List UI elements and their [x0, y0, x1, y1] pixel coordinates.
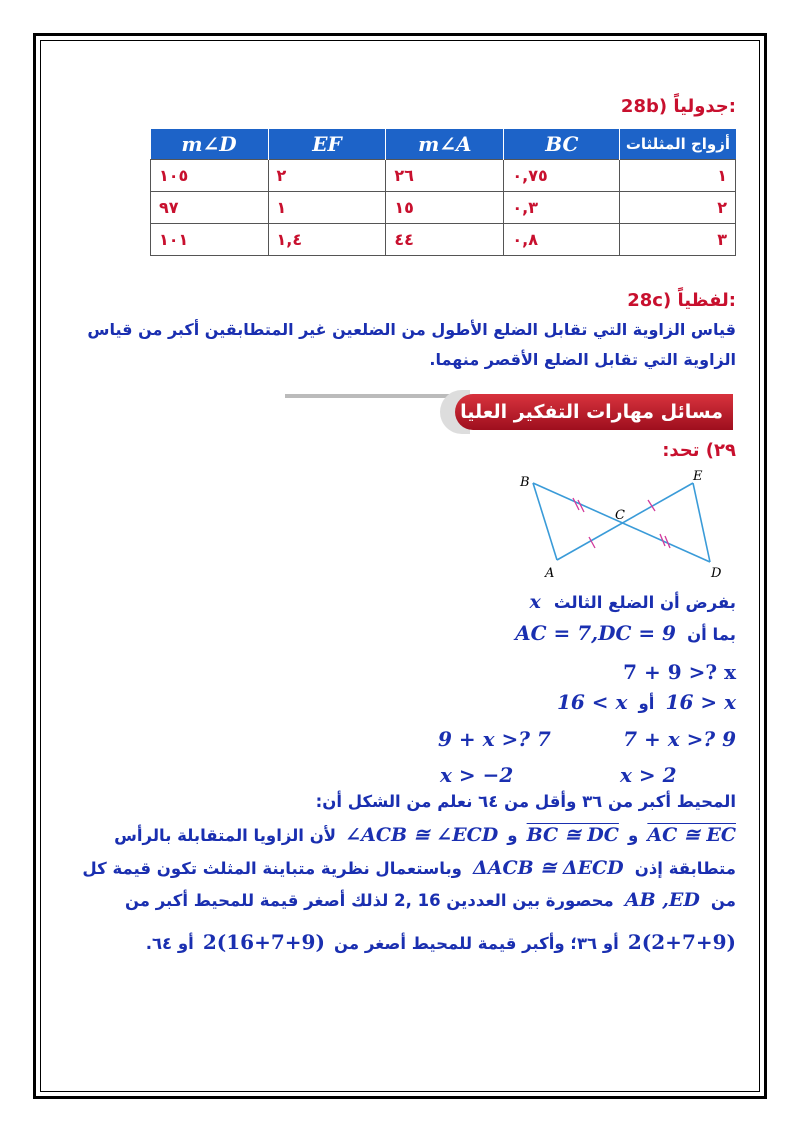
assume-text: بفرض أن الضلع الثالث — [553, 593, 736, 612]
table-header: BC — [504, 129, 620, 160]
paragraph-text: أو ٦٤. — [145, 934, 194, 953]
segment-ed — [693, 483, 710, 562]
table-header: أزواج المثلثات — [620, 129, 736, 160]
table-cell: ٢ — [268, 160, 386, 192]
or-word: أو — [638, 694, 655, 713]
table-header-row — [151, 129, 736, 160]
paragraph-line-1 — [114, 824, 736, 846]
table-cell: ١,٤ — [268, 224, 386, 256]
and-word: و — [628, 826, 639, 845]
table-cell: ١ — [268, 192, 386, 224]
inequality-1: 7 + 9 >? x — [623, 660, 736, 684]
table-cell: ١٠١ — [151, 224, 269, 256]
table-cell: ٠,٧٥ — [504, 160, 620, 192]
ac-ec-math: AC ≅ EC — [647, 824, 736, 846]
perimeter-line: المحيط أكبر من ٣٦ وأقل من ٦٤ نعلم من الشكل أن: — [315, 792, 736, 811]
triangle-congruence-math: ΔACB ≅ ΔECD — [473, 857, 624, 879]
inequality-2b: 16 > x — [665, 690, 736, 714]
paragraph-line-4 — [146, 930, 736, 954]
inequality-3-right: 7 + x >? 9 — [623, 727, 736, 751]
segment-ae — [557, 483, 693, 560]
inequality-2 — [557, 690, 736, 714]
bc-dc-math: BC ≅ DC — [526, 824, 619, 846]
vertex-label-d: D — [711, 566, 722, 581]
vertex-label-a: A — [545, 566, 555, 581]
inequality-4-left: x > −2 — [440, 763, 514, 787]
table-header: m∠A — [386, 129, 504, 160]
given-math: AC = 7,DC = 9 — [515, 621, 676, 645]
paragraph-text: محصورة بين العددين 16 ,2 لذلك أصغر قيمة للمحيط أكبر من — [124, 891, 614, 910]
q28b-label: 28b) جدولياً: — [620, 96, 736, 117]
q29-label: ٢٩) تحد: — [662, 440, 736, 461]
table-cell: ١٠٥ — [151, 160, 269, 192]
given-line — [515, 621, 736, 645]
table-row — [151, 160, 736, 192]
min-perimeter-math: 2(2+7+9) — [627, 930, 736, 954]
q28c-label: 28c) لفظياً: — [627, 290, 736, 311]
assume-line — [530, 591, 737, 613]
hots-banner: مسائل مهارات التفكير العليا — [455, 394, 733, 430]
table-cell: ٢٦ — [386, 160, 504, 192]
paragraph-text: من — [710, 891, 736, 910]
triangle-pairs-table — [150, 129, 736, 256]
angle-congruence-math: ∠ACB ≅ ∠ECD — [345, 824, 499, 846]
paragraph-text: متطابقة إذن — [634, 859, 736, 878]
table-cell: ٠,٨ — [504, 224, 620, 256]
vertex-label-c: C — [615, 508, 625, 523]
q28c-line-2: الزاوية التي تقابل الضلع الأقصر منهما. — [429, 350, 736, 369]
q28c-line-1: قياس الزاوية التي تقابل الضلع الأطول من الضلعين غير المتطابقين أكبر من قياس — [87, 320, 736, 339]
table-cell: ٢ — [620, 192, 736, 224]
paragraph-line-2 — [82, 857, 736, 879]
and-word: و — [507, 826, 518, 845]
paragraph-text: لأن الزاويا المتقابلة بالرأس — [114, 826, 337, 845]
table-cell: ٤٤ — [386, 224, 504, 256]
bowtie-figure — [505, 466, 735, 584]
vertex-label-e: E — [693, 469, 703, 484]
table-cell: ١ — [620, 160, 736, 192]
inequality-4-right: x > 2 — [620, 763, 677, 787]
table-row — [151, 224, 736, 256]
paragraph-line-3 — [125, 889, 736, 911]
table-header: EF — [268, 129, 386, 160]
table-cell: ١٥ — [386, 192, 504, 224]
table-cell: ٠,٣ — [504, 192, 620, 224]
segment-ab — [533, 483, 557, 560]
vertex-label-b: B — [520, 475, 530, 490]
since-text: بما أن — [687, 625, 736, 644]
inequality-2a: 16 < x — [556, 690, 628, 714]
table-cell: ٩٧ — [151, 192, 269, 224]
paragraph-text: أو ٣٦؛ وأكبر قيمة للمحيط أصغر من — [334, 934, 619, 953]
var-x: x — [529, 591, 541, 613]
inequality-3-left: 9 + x >? 7 — [438, 727, 551, 751]
paragraph-text: وباستعمال نظرية متباينة المثلث تكون قيمة كل — [82, 859, 462, 878]
ab-ed-math: AB ,ED — [624, 889, 700, 911]
max-perimeter-math: 2(16+7+9) — [202, 930, 325, 954]
table-header: m∠D — [151, 129, 269, 160]
table-cell: ٣ — [620, 224, 736, 256]
table-row — [151, 192, 736, 224]
